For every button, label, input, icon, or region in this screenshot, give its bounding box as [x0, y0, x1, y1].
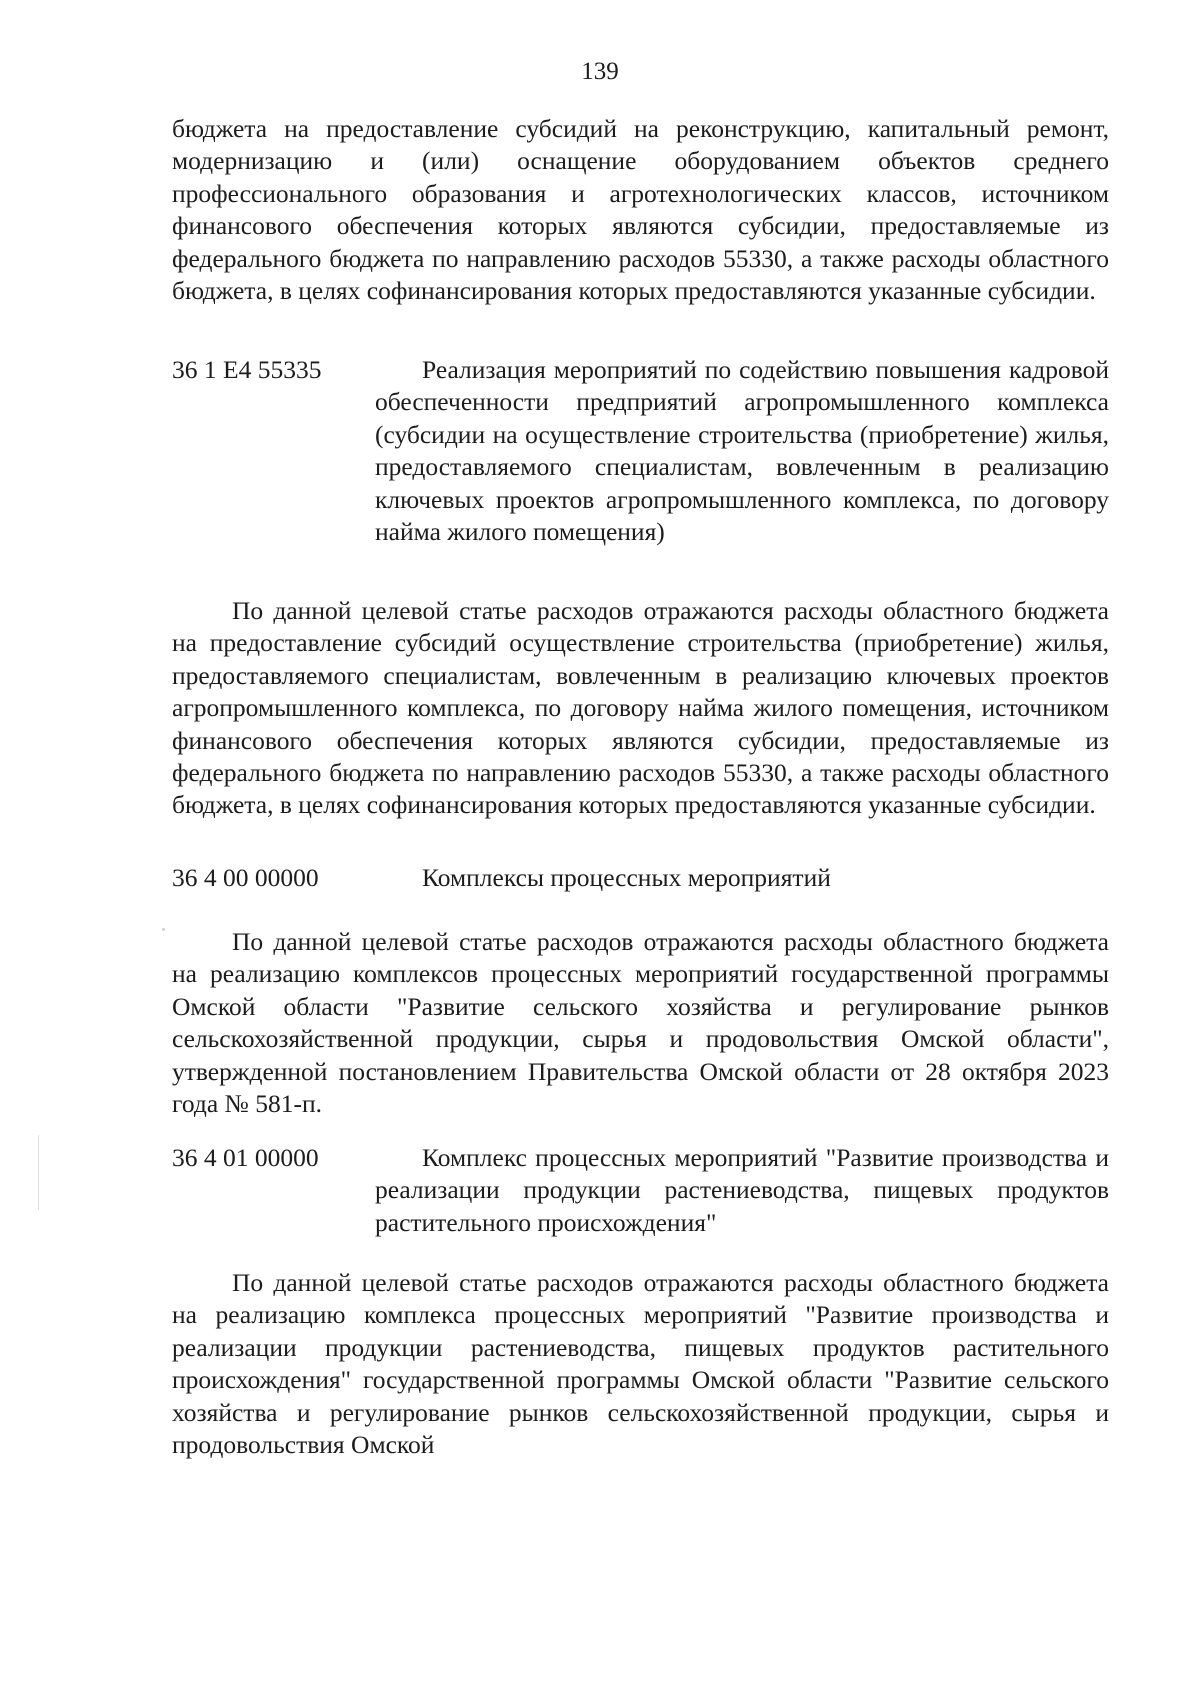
budget-entry-title: Реализация мероприятий по содействию повышения кадровой обеспеченности предприятий агропромышленного комплекса (субсидии на осуществление строительства (приобретение) жилья, предоставляемого специалистам, вовлеченным в реализацию ключевых проектов агропромышленного комплекса, по договору найма жилого помещения) — [375, 355, 1109, 547]
paragraph: По данной целевой статье расходов отражаются расходы областного бюджета на реализацию комплекса процессных мероприятий "Развитие производства и реализации продукции растениеводства, пищевых продуктов растительного происхождения" государственной программы Омской области "Развитие сельского хозяйства и регулирование рынков сельскохозяйственной продукции, сырья и продовольствия Омской — [172, 1268, 1109, 1460]
budget-code: 36 4 01 00000 — [172, 1143, 319, 1172]
paragraph: По данной целевой статье расходов отражаются расходы областного бюджета на предоставление субсидий осуществление строительства (приобретение) жилья, предоставляемого специалистам, вовлеченным в реализацию ключевых проектов агропромышленного комплекса, по договору найма жилого помещения, источником финансового обеспечения которых являются субсидии, предоставляемые из федерального бюджета по направлению расходов 55330, а также расходы областного бюджета, в целях софинансирования которых предоставляются указанные субсидии. — [172, 596, 1109, 820]
paragraph-continuation: бюджета на предоставление субсидий на реконструкцию, капитальный ремонт, модернизацию и (или) оснащение оборудованием объектов среднего профессионального образования и агротехнологических классов, источником финансового обеспечения которых являются субсидии, предоставляемые из федерального бюджета по направлению расходов 55330, а также расходы областного бюджета, в целях софинансирования которых предоставляются указанные субсидии. — [172, 114, 1109, 306]
budget-entry-title: Комплексы процессных мероприятий — [422, 863, 831, 892]
scan-artifact-line — [38, 1135, 39, 1210]
page-number: 139 — [581, 58, 619, 85]
paragraph: По данной целевой статье расходов отражаются расходы областного бюджета на реализацию комплексов процессных мероприятий государственной программы Омской области "Развитие сельского хозяйства и регулирование рынков сельскохозяйственной продукции, сырья и продовольствия Омской области", утвержденной постановлением Правительства Омской области от 28 октября 2023 года № 581-п. — [172, 927, 1109, 1119]
budget-code: 36 1 Е4 55335 — [172, 355, 322, 384]
budget-entry-title: Комплекс процессных мероприятий "Развитие производства и реализации продукции растениеводства, пищевых продуктов растительного происхождения" — [375, 1143, 1109, 1237]
budget-code: 36 4 00 00000 — [172, 863, 319, 892]
scan-artifact-dot — [162, 928, 165, 931]
